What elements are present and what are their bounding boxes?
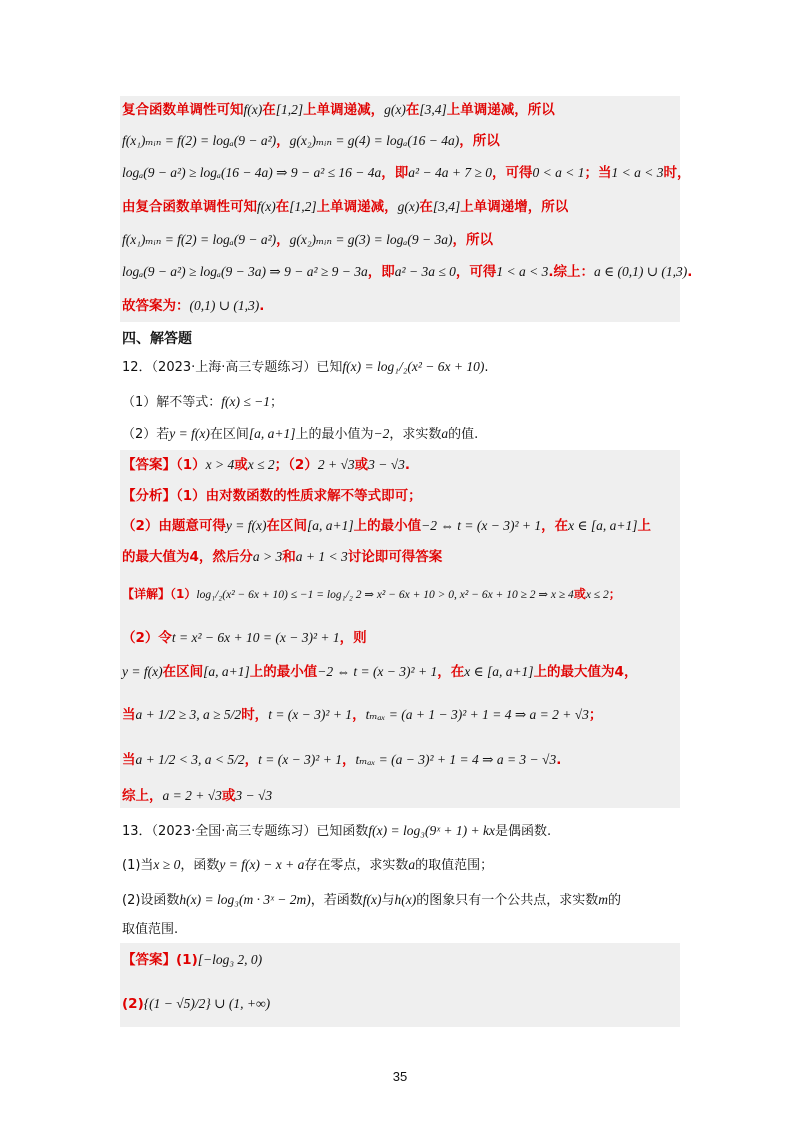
text: 由复合函数单调性可知 [122, 199, 257, 215]
formula: f(x) = log₃(9ˣ + 1) + kx [368, 823, 495, 838]
text: 复合函数单调性可知 [122, 102, 244, 118]
text: . [259, 298, 265, 314]
text: 存在零点，求实数 [304, 858, 409, 873]
solution-line-5 [122, 230, 493, 250]
text: 上的最大值为4， [533, 664, 638, 680]
detail-12-line-2 [122, 628, 367, 648]
text: 或 [354, 457, 369, 473]
text: 上的最小值 [249, 664, 318, 680]
formula: a ∈ (0,1) ∪ (1,3) [594, 264, 688, 279]
question-13-part-2 [122, 890, 621, 911]
formula: a > 3 [252, 549, 283, 564]
text: 在 [275, 199, 290, 215]
text: 的最大值为4，然后分 [122, 549, 253, 565]
text: ； [270, 395, 284, 410]
formula: [3,4] [419, 102, 447, 117]
formula: −2 ⇔ t = (x − 3)² + 1 [317, 664, 438, 679]
text: 上 [637, 518, 651, 534]
text: （1） [170, 587, 197, 601]
text: 在 [262, 102, 276, 118]
solution-line-7 [122, 296, 264, 316]
text: ；（2） [274, 457, 318, 473]
formula: (0,1) ∪ (1,3) [189, 298, 260, 313]
formula: t = (x − 3)² + 1 [258, 752, 342, 767]
formula: 3 − √3 [235, 788, 273, 803]
formula: g(x) [397, 199, 420, 214]
page-number: 35 [392, 1069, 408, 1084]
text: ，即 [381, 165, 409, 181]
formula: [1,2] [275, 102, 304, 117]
formula: tₘₐₓ = (a + 1 − 3)² + 1 = 4 ⇒ a = 2 + √3 [365, 707, 589, 722]
formula: [−log₃ 2, 0) [197, 952, 263, 967]
formula: h(x) [394, 892, 417, 907]
text: . [404, 457, 411, 473]
detail-12-line-5 [122, 750, 561, 770]
formula: 1 < a < 3 [496, 264, 549, 279]
formula: [a, a+1] [248, 426, 296, 441]
formula: g(x) [384, 102, 406, 117]
formula: [a, a+1] [203, 664, 250, 679]
text: (2)设函数 [122, 893, 180, 908]
formula: 2 + √3 [317, 457, 355, 472]
formula: logₐ(9 − a²) ≥ logₐ(9 − 3a) ⇒ 9 − a² ≥ 9 − 3a [122, 264, 368, 279]
answer-tag: 【答案】 [122, 457, 176, 473]
text: . [556, 752, 562, 768]
text: ， [244, 752, 259, 768]
analysis-12-line-2 [122, 516, 651, 536]
text: (1) [176, 952, 198, 968]
formula: y = f(x) [122, 664, 163, 679]
text: ， [276, 133, 290, 149]
formula: y = f(x) [169, 426, 210, 441]
solution-line-2 [122, 131, 500, 151]
formula: a [408, 857, 416, 872]
formula: y = f(x) − x + a [219, 857, 305, 872]
formula: y = f(x) [225, 518, 267, 533]
formula: f(x) [257, 199, 276, 214]
text: 在区间 [162, 664, 204, 680]
text: 或 [573, 587, 586, 601]
formula: a + 1/2 ≥ 3, a ≥ 5/2 [135, 707, 242, 722]
text: (1)当 [122, 858, 154, 873]
formula: f(x) = log₁/₂(x² − 6x + 10) [342, 359, 485, 374]
text: 取值范围. [122, 922, 179, 937]
text: 在 [405, 102, 420, 118]
formula: 0 < a < 1 [532, 165, 585, 180]
formula: x ∈ [a, a+1] [464, 664, 534, 679]
text: ；当 [584, 165, 612, 181]
answer-tag: 【答案】 [122, 952, 176, 968]
question-13-part-1 [122, 855, 493, 876]
formula: [a, a+1] [307, 518, 354, 533]
text: . [484, 360, 489, 375]
formula: m [598, 892, 609, 907]
answer-12-line [122, 455, 410, 475]
text: ，在 [437, 664, 465, 680]
text: 当 [122, 707, 136, 723]
formula: logₐ(9 − a²) ≥ logₐ(16 − 4a) ⇒ 9 − a² ≤ 16 − 4a [122, 165, 382, 180]
text: ，所以 [452, 232, 493, 248]
text: 的取值范围； [415, 858, 494, 873]
text: (2) [122, 996, 144, 1012]
formula: −2 [373, 426, 390, 441]
text: （1） [176, 457, 206, 473]
formula: a = 2 + √3 [162, 788, 222, 803]
formula: f(x₁)ₘᵢₙ = f(2) = logₐ(9 − a²) [122, 232, 277, 247]
text: 或 [234, 457, 248, 473]
formula: t = (x − 3)² + 1 [268, 707, 353, 722]
text: 上的最小值为 [295, 427, 374, 442]
analysis-12-line-1 [122, 486, 422, 506]
text: （2）由题意可得 [122, 518, 226, 534]
detail-12-line-1 [122, 584, 621, 605]
formula: 1 < a < 3 [611, 165, 664, 180]
text: 和 [282, 549, 296, 565]
formula: [1,2] [289, 199, 317, 214]
text: 上单调递减，所以 [446, 102, 555, 118]
formula: tₘₐₓ = (a − 3)² + 1 = 4 ⇒ a = 3 − √3 [355, 752, 557, 767]
formula: [3,4] [432, 199, 461, 214]
formula: f(x) [243, 102, 263, 117]
section-heading: 四、解答题 [122, 331, 192, 347]
text: .综上： [548, 264, 594, 280]
text: 在 [419, 199, 433, 215]
formula: a + 1/2 < 3, a < 5/2 [135, 752, 245, 767]
text: 是偶函数. [494, 824, 552, 839]
text: 的 [608, 893, 622, 908]
analysis-12-line-3 [122, 547, 442, 567]
text: ，可得 [491, 165, 533, 181]
text: ，即 [367, 264, 395, 280]
question-13-header [122, 821, 551, 842]
text: （2）若 [122, 427, 170, 442]
formula: f(x) [362, 892, 382, 907]
question-13-part-2-cont [122, 920, 178, 940]
detail-12-line-3 [122, 662, 637, 682]
question-12-header [122, 357, 489, 378]
detail-tag: 【详解】 [122, 587, 171, 601]
formula: {(1 − √5)/2} ∪ (1, +∞) [143, 996, 271, 1011]
text: ，求实数 [389, 427, 442, 442]
detail-12-line-4 [122, 705, 602, 725]
text: 上的最小值 [353, 518, 422, 534]
text: ； [588, 707, 603, 723]
formula: −2 ⇔ t = (x − 3)² + 1 [421, 518, 542, 533]
text: 上单调递增，所以 [460, 199, 569, 215]
formula: t = x² − 6x + 10 = (x − 3)² + 1 [171, 630, 340, 645]
answer-13-line-1 [122, 950, 262, 970]
text: ，在 [541, 518, 569, 534]
formula: 3 − √3 [368, 457, 405, 472]
text: 13．（2023·全国·高三专题练习）已知函数 [122, 824, 369, 839]
solution-line-6 [122, 262, 692, 282]
formula: a² − 3a ≤ 0 [394, 264, 456, 279]
formula: a + 1 < 3 [295, 549, 348, 564]
text: 时， [663, 165, 691, 181]
question-12-part-1 [122, 392, 283, 413]
text: 12．（2023·上海·高三专题练习）已知 [122, 360, 343, 375]
formula: x ≤ 2 [585, 589, 609, 601]
formula: a² − 4a + 7 ≥ 0 [408, 165, 492, 180]
question-12-part-2 [122, 424, 478, 445]
text: ， [276, 232, 290, 248]
solution-line-4 [122, 197, 568, 217]
text: （1）解不等式： [122, 395, 222, 410]
text: ，若函数 [310, 893, 363, 908]
formula: log₁/₂(x² − 6x + 10) ≤ −1 = log₁/₂ 2 ⇒ x² − 6x + 10 > 0, x² − 6x + 10 ≥ 2 ⇒ x ≥ 4 [196, 589, 574, 601]
formula: x > 4 [205, 457, 235, 472]
formula: f(x₁)ₘᵢₙ = f(2) = logₐ(9 − a²) [122, 133, 277, 148]
formula: x ≤ 2 [247, 457, 275, 472]
text: 时， [241, 707, 269, 723]
text: ，函数 [180, 858, 220, 873]
text: . [687, 264, 693, 280]
answer-13-line-2 [122, 994, 270, 1014]
text: ， [341, 752, 356, 768]
formula: g(x₂)ₘᵢₙ = g(3) = logₐ(9 − 3a) [289, 232, 453, 247]
text: 上单调递减， [303, 102, 385, 118]
text: 在区间 [266, 518, 307, 534]
text: 上单调递减， [316, 199, 398, 215]
text: （2）令 [122, 630, 172, 646]
formula: x ≥ 0 [153, 857, 181, 872]
formula: a [441, 426, 449, 441]
text: ，所以 [459, 133, 500, 149]
text: ； [608, 587, 621, 601]
text: ，可得 [455, 264, 497, 280]
detail-12-line-6 [122, 786, 272, 806]
formula: f(x) ≤ −1 [221, 394, 271, 409]
text: ， [352, 707, 366, 723]
analysis-tag: 【分析】 [122, 488, 176, 504]
text: ，则 [339, 630, 367, 646]
text: 在区间 [209, 427, 249, 442]
solution-line-1 [122, 100, 555, 120]
text: 讨论即可得答案 [347, 549, 443, 565]
text: 故答案为： [122, 298, 190, 314]
formula: g(x₂)ₘᵢₙ = g(4) = logₐ(16 − 4a) [289, 133, 460, 148]
text: 的值. [448, 427, 479, 442]
formula: x ∈ [a, a+1] [568, 518, 638, 533]
text: 与 [381, 893, 395, 908]
text: 综上， [122, 788, 163, 804]
text: 或 [221, 788, 236, 804]
text: （1）由对数函数的性质求解不等式即可； [176, 488, 422, 504]
formula: h(x) = log₃(m · 3ˣ − 2m) [179, 892, 311, 907]
text: 的图象只有一个公共点，求实数 [416, 893, 599, 908]
solution-line-3 [122, 163, 690, 183]
text: 当 [122, 752, 136, 768]
